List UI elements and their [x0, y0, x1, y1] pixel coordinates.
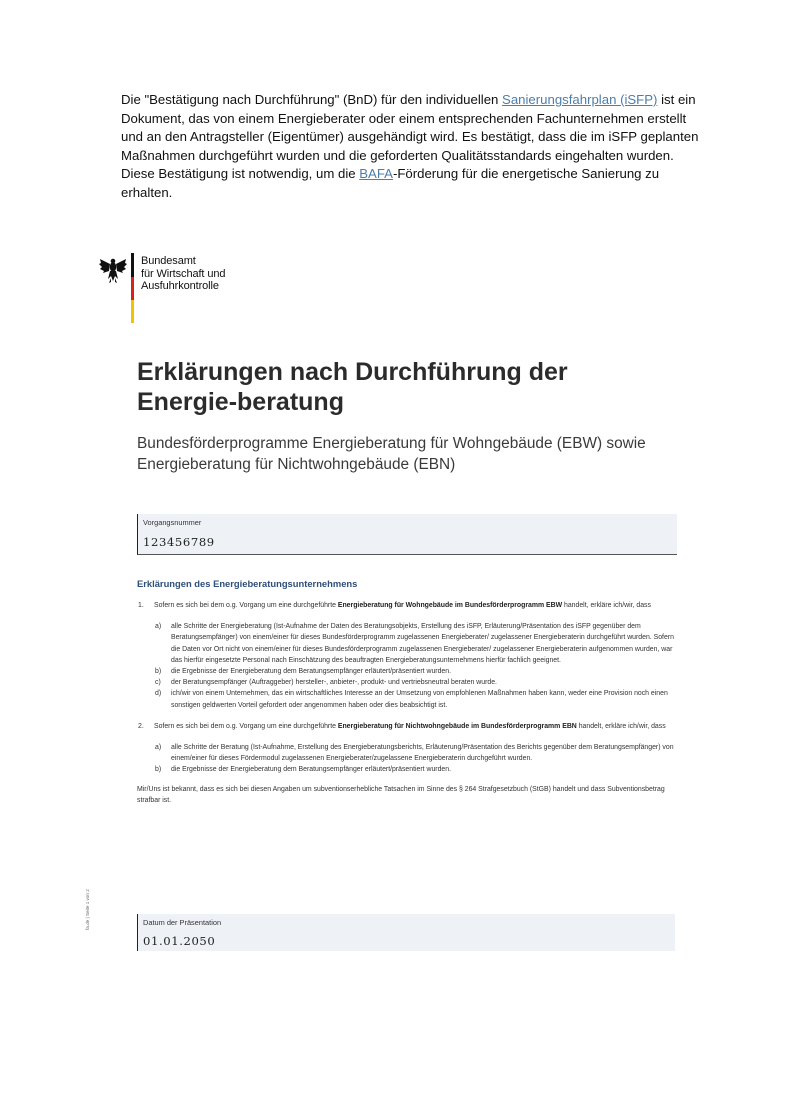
flag-bar	[131, 253, 134, 323]
logo-line-2: für Wirtschaft und	[141, 267, 226, 280]
sub-item	[155, 742, 682, 764]
sub-marker: d)	[155, 690, 162, 698]
sub-item	[155, 666, 682, 677]
form-header	[137, 357, 682, 475]
sub-text: ich/wir von einem Unternehmen, das ein wirtschaftliches Interesse an der Umsetzung von empfohlenen Maßnahmen haben kann, weder eine Provision noch einen sonstigen geldwerten Vorteil gefordert oder angenommen haben oder dies beabsichtigt ist.	[171, 690, 668, 709]
federal-eagle-icon	[98, 256, 128, 284]
logo-text	[141, 255, 225, 293]
praesentation-date-field[interactable]	[137, 914, 675, 951]
section-title: Erklärungen des Energieberatungsunternehmens	[137, 578, 358, 589]
sub-marker: a)	[155, 623, 162, 631]
praesentation-date-label: Datum der Präsentation	[143, 918, 222, 927]
sub-text: der Beratungsempfänger (Auftraggeber) hersteller-, anbieter-, produkt- und vertriebsneutral beraten wurde.	[171, 679, 497, 687]
declaration-item-2	[137, 721, 682, 732]
item-text: handelt, erkläre ich/wir, dass	[562, 602, 651, 609]
item-bold-text: Energieberatung für Nichtwohngebäude im Bundesförderprogramm EBN	[337, 722, 577, 730]
form-subtitle: Bundesförderprogramme Energieberatung für Wohngebäude (EBW) sowie Energieberatung für Nichtwohngebäude (EBN)	[137, 435, 646, 473]
logo-line-1: Bundesamt	[141, 255, 196, 267]
page-footer-note: fa.de | Seite 1 von 2	[85, 889, 90, 930]
logo-line-3: Ausfuhrkontrolle	[141, 280, 219, 293]
sub-text: die Ergebnisse der Energieberatung dem Beratungsempfänger erläutert/präsentiert wurden.	[171, 766, 452, 774]
vorgangsnummer-label: Vorgangsnummer	[143, 518, 202, 527]
item-bold-text: Energieberatung für Wohngebäude im Bundesförderprogramm EBW	[337, 602, 563, 609]
item-marker: 1.	[138, 602, 144, 609]
sub-item	[155, 764, 682, 775]
item-text: handelt, erkläre ich/wir, dass	[576, 722, 666, 730]
item-text: Sofern es sich bei dem o.g. Vorgang um eine durchgeführte	[154, 602, 338, 609]
sub-marker: b)	[155, 668, 162, 676]
intro-paragraph	[121, 91, 701, 203]
form-title: Erklärungen nach Durchführung der Energie-beratung	[137, 358, 568, 416]
intro-text-2: ist ein Dokument, das von einem Energieberater oder einem entsprechenden Fachunternehmen erstellt und an den Antragsteller (Eigentümer) ausgehändigt wird. Es bestätigt, dass die im iSFP geplanten Maßnahmen durchgeführt wurden und die geforderten Qualitätsstandards eingehalten wurden. Diese Bestätigung ist notwendig, um die	[121, 92, 699, 182]
praesentation-date-value[interactable]: 01.01.2050	[143, 934, 216, 948]
closing-statement: Mir/Uns ist bekannt, dass es sich bei diesen Angaben um subventionserhebliche Tatsachen im Sinne des § 264 Strafgesetzbuch (StGB) handelt und dass Subventionsbetrag strafbar ist.	[137, 785, 665, 804]
declaration-item-1	[137, 600, 682, 611]
sub-marker: c)	[155, 679, 161, 687]
bafa-link[interactable]: BAFA	[359, 166, 393, 182]
item-text: Sofern es sich bei dem o.g. Vorgang um eine durchgeführte	[154, 722, 338, 730]
vorgangsnummer-field[interactable]	[137, 514, 677, 555]
sub-item	[155, 677, 682, 688]
item-marker: 2.	[138, 722, 144, 730]
sub-item	[155, 688, 682, 710]
sub-text: alle Schritte der Energieberatung (Ist-Aufnahme der Daten des Beratungsobjekts, Erstellung des iSFP, Erläuterung/Präsentation des iSFP gegenüber dem Beratungsempfänger) von einem/einer für dieses Bundesförderprogramm zugelassenen Energieberater/ zugelassener Energieberaterin durchgeführt wurden. Sofern die Daten vor Ort nicht von einem/einer für dieses Bundesförderprogramm zugelassenen Energieberater/ zugelassener Energieberaterin aufgenommen wurden, war das hierfür eingesetzte Personal nach Einschätzung des beauftragten Energieberatungsunternehmens hierfür fachlich geeignet.	[171, 623, 674, 664]
sub-marker: b)	[155, 766, 162, 774]
declarations-section	[137, 578, 682, 806]
vorgangsnummer-value[interactable]: 123456789	[143, 535, 215, 549]
sub-marker: a)	[155, 744, 162, 752]
sub-text: die Ergebnisse der Energieberatung dem Beratungsempfänger erläutert/präsentiert wurden.	[171, 668, 452, 676]
isfp-link[interactable]: Sanierungsfahrplan (iSFP)	[502, 92, 658, 107]
sub-text: alle Schritte der Beratung (Ist-Aufnahme, Erstellung des Energieberatungsberichts, Erläuterung/Präsentation des Berichts gegenüber dem Beratungsempfänger) von einem/einer für dieses Fördermodul zugelassenen Energieberater/zugelassene Energieberaterin durchgeführt wurden.	[171, 744, 674, 763]
intro-text-1: Die "Bestätigung nach Durchführung" (BnD) für den individuellen	[121, 92, 503, 107]
intro-text-3: -Förderung für die energetische Sanierung zu erhalten.	[121, 166, 660, 200]
sub-item	[155, 621, 682, 666]
